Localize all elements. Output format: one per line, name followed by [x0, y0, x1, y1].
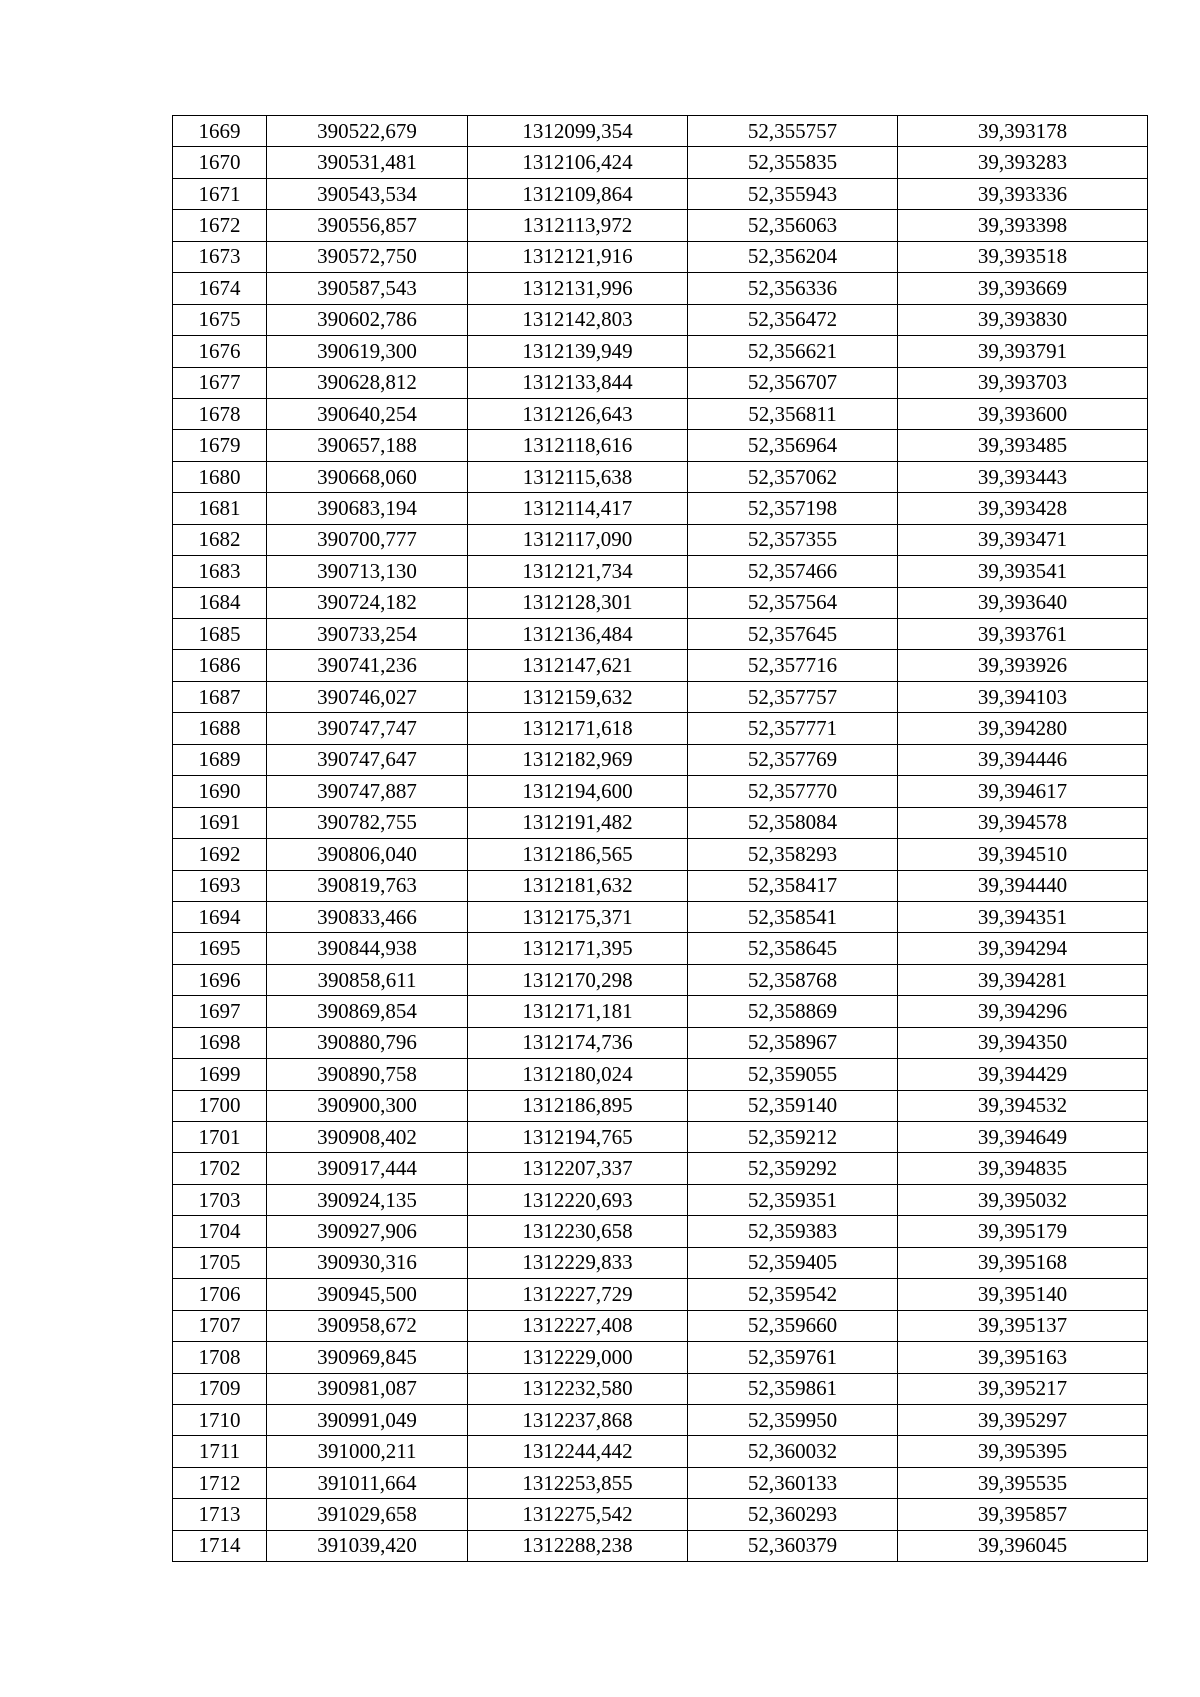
coord-y-cell: 1312147,621 — [468, 650, 688, 681]
table-row — [173, 1122, 1148, 1153]
latitude-cell: 52,356811 — [688, 398, 898, 429]
latitude-cell: 52,359660 — [688, 1310, 898, 1341]
latitude-cell: 52,358417 — [688, 870, 898, 901]
coord-x-cell: 390543,534 — [267, 178, 468, 209]
table-row — [173, 839, 1148, 870]
table-row — [173, 744, 1148, 775]
point-number-cell: 1705 — [173, 1247, 267, 1278]
coord-x-cell: 391000,211 — [267, 1436, 468, 1467]
longitude-cell: 39,393443 — [898, 461, 1148, 492]
coord-x-cell: 390924,135 — [267, 1184, 468, 1215]
longitude-cell: 39,394103 — [898, 681, 1148, 712]
latitude-cell: 52,356621 — [688, 336, 898, 367]
coord-y-cell: 1312109,864 — [468, 178, 688, 209]
latitude-cell: 52,359351 — [688, 1184, 898, 1215]
coord-x-cell: 390628,812 — [267, 367, 468, 398]
coord-x-cell: 390747,887 — [267, 776, 468, 807]
coord-x-cell: 390819,763 — [267, 870, 468, 901]
longitude-cell: 39,393791 — [898, 336, 1148, 367]
table-row — [173, 1499, 1148, 1530]
point-number-cell: 1669 — [173, 116, 267, 147]
table-row — [173, 1279, 1148, 1310]
latitude-cell: 52,359405 — [688, 1247, 898, 1278]
longitude-cell: 39,393398 — [898, 210, 1148, 241]
table-row — [173, 1373, 1148, 1404]
coord-y-cell: 1312113,972 — [468, 210, 688, 241]
table-row — [173, 210, 1148, 241]
coord-y-cell: 1312182,969 — [468, 744, 688, 775]
coord-x-cell: 390746,027 — [267, 681, 468, 712]
coord-y-cell: 1312131,996 — [468, 273, 688, 304]
coord-y-cell: 1312288,238 — [468, 1530, 688, 1561]
coord-y-cell: 1312194,600 — [468, 776, 688, 807]
coordinates-table — [172, 115, 1148, 1562]
coord-x-cell: 390869,854 — [267, 996, 468, 1027]
coord-y-cell: 1312253,855 — [468, 1467, 688, 1498]
point-number-cell: 1693 — [173, 870, 267, 901]
coord-x-cell: 391011,664 — [267, 1467, 468, 1498]
latitude-cell: 52,356336 — [688, 273, 898, 304]
coord-y-cell: 1312207,337 — [468, 1153, 688, 1184]
point-number-cell: 1714 — [173, 1530, 267, 1561]
coord-x-cell: 390981,087 — [267, 1373, 468, 1404]
coord-y-cell: 1312142,803 — [468, 304, 688, 335]
coord-y-cell: 1312171,395 — [468, 933, 688, 964]
coord-x-cell: 390741,236 — [267, 650, 468, 681]
table-row — [173, 178, 1148, 209]
coord-x-cell: 390833,466 — [267, 901, 468, 932]
coord-y-cell: 1312121,916 — [468, 241, 688, 272]
longitude-cell: 39,395137 — [898, 1310, 1148, 1341]
longitude-cell: 39,393703 — [898, 367, 1148, 398]
longitude-cell: 39,393283 — [898, 147, 1148, 178]
coord-y-cell: 1312232,580 — [468, 1373, 688, 1404]
longitude-cell: 39,394351 — [898, 901, 1148, 932]
table-row — [173, 1247, 1148, 1278]
table-row — [173, 681, 1148, 712]
point-number-cell: 1674 — [173, 273, 267, 304]
longitude-cell: 39,394649 — [898, 1122, 1148, 1153]
coord-x-cell: 390640,254 — [267, 398, 468, 429]
latitude-cell: 52,358293 — [688, 839, 898, 870]
coord-x-cell: 390522,679 — [267, 116, 468, 147]
table-row — [173, 1310, 1148, 1341]
coord-x-cell: 390657,188 — [267, 430, 468, 461]
table-row — [173, 336, 1148, 367]
longitude-cell: 39,393926 — [898, 650, 1148, 681]
latitude-cell: 52,358541 — [688, 901, 898, 932]
coord-x-cell: 390900,300 — [267, 1090, 468, 1121]
coordinates-table-body — [173, 116, 1148, 1562]
longitude-cell: 39,395297 — [898, 1404, 1148, 1435]
point-number-cell: 1701 — [173, 1122, 267, 1153]
table-row — [173, 556, 1148, 587]
latitude-cell: 52,359383 — [688, 1216, 898, 1247]
point-number-cell: 1694 — [173, 901, 267, 932]
latitude-cell: 52,357769 — [688, 744, 898, 775]
latitude-cell: 52,360032 — [688, 1436, 898, 1467]
longitude-cell: 39,395032 — [898, 1184, 1148, 1215]
longitude-cell: 39,394280 — [898, 713, 1148, 744]
longitude-cell: 39,393485 — [898, 430, 1148, 461]
table-row — [173, 964, 1148, 995]
coord-x-cell: 391039,420 — [267, 1530, 468, 1561]
coord-x-cell: 390969,845 — [267, 1342, 468, 1373]
table-row — [173, 147, 1148, 178]
longitude-cell: 39,395163 — [898, 1342, 1148, 1373]
longitude-cell: 39,393471 — [898, 524, 1148, 555]
point-number-cell: 1709 — [173, 1373, 267, 1404]
coord-y-cell: 1312244,442 — [468, 1436, 688, 1467]
latitude-cell: 52,359292 — [688, 1153, 898, 1184]
coord-y-cell: 1312186,565 — [468, 839, 688, 870]
table-row — [173, 1059, 1148, 1090]
longitude-cell: 39,394532 — [898, 1090, 1148, 1121]
point-number-cell: 1671 — [173, 178, 267, 209]
table-row — [173, 1342, 1148, 1373]
latitude-cell: 52,359055 — [688, 1059, 898, 1090]
coord-y-cell: 1312180,024 — [468, 1059, 688, 1090]
longitude-cell: 39,393178 — [898, 116, 1148, 147]
point-number-cell: 1702 — [173, 1153, 267, 1184]
latitude-cell: 52,360293 — [688, 1499, 898, 1530]
table-row — [173, 650, 1148, 681]
table-row — [173, 304, 1148, 335]
coord-x-cell: 390858,611 — [267, 964, 468, 995]
longitude-cell: 39,396045 — [898, 1530, 1148, 1561]
point-number-cell: 1698 — [173, 1027, 267, 1058]
table-row — [173, 430, 1148, 461]
latitude-cell: 52,359212 — [688, 1122, 898, 1153]
coord-x-cell: 391029,658 — [267, 1499, 468, 1530]
coord-x-cell: 390668,060 — [267, 461, 468, 492]
coord-y-cell: 1312229,000 — [468, 1342, 688, 1373]
latitude-cell: 52,357770 — [688, 776, 898, 807]
latitude-cell: 52,355835 — [688, 147, 898, 178]
coord-x-cell: 390917,444 — [267, 1153, 468, 1184]
longitude-cell: 39,395395 — [898, 1436, 1148, 1467]
coord-x-cell: 390683,194 — [267, 493, 468, 524]
longitude-cell: 39,395535 — [898, 1467, 1148, 1498]
coord-x-cell: 390890,758 — [267, 1059, 468, 1090]
coord-y-cell: 1312275,542 — [468, 1499, 688, 1530]
longitude-cell: 39,394446 — [898, 744, 1148, 775]
coord-x-cell: 390927,906 — [267, 1216, 468, 1247]
point-number-cell: 1697 — [173, 996, 267, 1027]
coord-x-cell: 390747,647 — [267, 744, 468, 775]
coord-y-cell: 1312159,632 — [468, 681, 688, 712]
latitude-cell: 52,359861 — [688, 1373, 898, 1404]
latitude-cell: 52,358645 — [688, 933, 898, 964]
coord-x-cell: 390844,938 — [267, 933, 468, 964]
longitude-cell: 39,395857 — [898, 1499, 1148, 1530]
coord-y-cell: 1312181,632 — [468, 870, 688, 901]
table-row — [173, 1530, 1148, 1561]
latitude-cell: 52,357564 — [688, 587, 898, 618]
latitude-cell: 52,357062 — [688, 461, 898, 492]
coord-y-cell: 1312171,181 — [468, 996, 688, 1027]
coord-x-cell: 390958,672 — [267, 1310, 468, 1341]
table-row — [173, 587, 1148, 618]
point-number-cell: 1689 — [173, 744, 267, 775]
point-number-cell: 1691 — [173, 807, 267, 838]
latitude-cell: 52,359140 — [688, 1090, 898, 1121]
latitude-cell: 52,357757 — [688, 681, 898, 712]
coord-x-cell: 390587,543 — [267, 273, 468, 304]
point-number-cell: 1711 — [173, 1436, 267, 1467]
longitude-cell: 39,394578 — [898, 807, 1148, 838]
coord-x-cell: 390782,755 — [267, 807, 468, 838]
point-number-cell: 1696 — [173, 964, 267, 995]
coord-x-cell: 390806,040 — [267, 839, 468, 870]
coord-x-cell: 390713,130 — [267, 556, 468, 587]
table-row — [173, 807, 1148, 838]
coord-x-cell: 390908,402 — [267, 1122, 468, 1153]
latitude-cell: 52,357716 — [688, 650, 898, 681]
longitude-cell: 39,393761 — [898, 619, 1148, 650]
point-number-cell: 1707 — [173, 1310, 267, 1341]
latitude-cell: 52,356063 — [688, 210, 898, 241]
coord-x-cell: 390619,300 — [267, 336, 468, 367]
coord-x-cell: 390724,182 — [267, 587, 468, 618]
table-row — [173, 524, 1148, 555]
longitude-cell: 39,393541 — [898, 556, 1148, 587]
table-row — [173, 367, 1148, 398]
longitude-cell: 39,394281 — [898, 964, 1148, 995]
point-number-cell: 1675 — [173, 304, 267, 335]
point-number-cell: 1706 — [173, 1279, 267, 1310]
coord-y-cell: 1312186,895 — [468, 1090, 688, 1121]
table-row — [173, 241, 1148, 272]
table-row — [173, 461, 1148, 492]
latitude-cell: 52,355757 — [688, 116, 898, 147]
longitude-cell: 39,395168 — [898, 1247, 1148, 1278]
table-row — [173, 901, 1148, 932]
coord-y-cell: 1312171,618 — [468, 713, 688, 744]
coord-y-cell: 1312126,643 — [468, 398, 688, 429]
table-row — [173, 273, 1148, 304]
latitude-cell: 52,356964 — [688, 430, 898, 461]
coord-y-cell: 1312114,417 — [468, 493, 688, 524]
longitude-cell: 39,394296 — [898, 996, 1148, 1027]
latitude-cell: 52,358869 — [688, 996, 898, 1027]
coord-y-cell: 1312174,736 — [468, 1027, 688, 1058]
point-number-cell: 1695 — [173, 933, 267, 964]
coord-y-cell: 1312194,765 — [468, 1122, 688, 1153]
coord-y-cell: 1312136,484 — [468, 619, 688, 650]
coord-y-cell: 1312237,868 — [468, 1404, 688, 1435]
point-number-cell: 1670 — [173, 147, 267, 178]
latitude-cell: 52,360133 — [688, 1467, 898, 1498]
longitude-cell: 39,394440 — [898, 870, 1148, 901]
coord-y-cell: 1312106,424 — [468, 147, 688, 178]
longitude-cell: 39,395217 — [898, 1373, 1148, 1404]
coord-y-cell: 1312227,408 — [468, 1310, 688, 1341]
point-number-cell: 1681 — [173, 493, 267, 524]
point-number-cell: 1710 — [173, 1404, 267, 1435]
longitude-cell: 39,394294 — [898, 933, 1148, 964]
latitude-cell: 52,358768 — [688, 964, 898, 995]
point-number-cell: 1686 — [173, 650, 267, 681]
point-number-cell: 1700 — [173, 1090, 267, 1121]
latitude-cell: 52,357198 — [688, 493, 898, 524]
coord-y-cell: 1312191,482 — [468, 807, 688, 838]
longitude-cell: 39,393336 — [898, 178, 1148, 209]
coord-y-cell: 1312117,090 — [468, 524, 688, 555]
point-number-cell: 1684 — [173, 587, 267, 618]
point-number-cell: 1687 — [173, 681, 267, 712]
table-row — [173, 1184, 1148, 1215]
point-number-cell: 1680 — [173, 461, 267, 492]
latitude-cell: 52,355943 — [688, 178, 898, 209]
coord-x-cell: 390531,481 — [267, 147, 468, 178]
coord-x-cell: 390880,796 — [267, 1027, 468, 1058]
coord-x-cell: 390733,254 — [267, 619, 468, 650]
point-number-cell: 1683 — [173, 556, 267, 587]
table-row — [173, 1153, 1148, 1184]
table-row — [173, 776, 1148, 807]
latitude-cell: 52,357771 — [688, 713, 898, 744]
table-row — [173, 1090, 1148, 1121]
point-number-cell: 1692 — [173, 839, 267, 870]
coord-y-cell: 1312139,949 — [468, 336, 688, 367]
coord-x-cell: 390930,316 — [267, 1247, 468, 1278]
point-number-cell: 1682 — [173, 524, 267, 555]
table-row — [173, 1436, 1148, 1467]
longitude-cell: 39,394617 — [898, 776, 1148, 807]
longitude-cell: 39,393600 — [898, 398, 1148, 429]
longitude-cell: 39,393669 — [898, 273, 1148, 304]
latitude-cell: 52,357645 — [688, 619, 898, 650]
point-number-cell: 1699 — [173, 1059, 267, 1090]
coord-x-cell: 390700,777 — [267, 524, 468, 555]
coord-y-cell: 1312133,844 — [468, 367, 688, 398]
table-row — [173, 619, 1148, 650]
table-row — [173, 1027, 1148, 1058]
latitude-cell: 52,356472 — [688, 304, 898, 335]
coord-y-cell: 1312230,658 — [468, 1216, 688, 1247]
longitude-cell: 39,393518 — [898, 241, 1148, 272]
point-number-cell: 1685 — [173, 619, 267, 650]
coord-y-cell: 1312128,301 — [468, 587, 688, 618]
table-row — [173, 1404, 1148, 1435]
coord-y-cell: 1312121,734 — [468, 556, 688, 587]
point-number-cell: 1704 — [173, 1216, 267, 1247]
point-number-cell: 1690 — [173, 776, 267, 807]
table-row — [173, 116, 1148, 147]
latitude-cell: 52,356707 — [688, 367, 898, 398]
coord-y-cell: 1312227,729 — [468, 1279, 688, 1310]
latitude-cell: 52,357466 — [688, 556, 898, 587]
latitude-cell: 52,358084 — [688, 807, 898, 838]
point-number-cell: 1673 — [173, 241, 267, 272]
latitude-cell: 52,359950 — [688, 1404, 898, 1435]
coord-y-cell: 1312099,354 — [468, 116, 688, 147]
coord-y-cell: 1312175,371 — [468, 901, 688, 932]
point-number-cell: 1713 — [173, 1499, 267, 1530]
point-number-cell: 1712 — [173, 1467, 267, 1498]
longitude-cell: 39,394350 — [898, 1027, 1148, 1058]
point-number-cell: 1688 — [173, 713, 267, 744]
latitude-cell: 52,360379 — [688, 1530, 898, 1561]
table-row — [173, 713, 1148, 744]
longitude-cell: 39,393428 — [898, 493, 1148, 524]
latitude-cell: 52,358967 — [688, 1027, 898, 1058]
table-row — [173, 493, 1148, 524]
coord-y-cell: 1312118,616 — [468, 430, 688, 461]
point-number-cell: 1677 — [173, 367, 267, 398]
point-number-cell: 1708 — [173, 1342, 267, 1373]
longitude-cell: 39,393830 — [898, 304, 1148, 335]
latitude-cell: 52,359542 — [688, 1279, 898, 1310]
longitude-cell: 39,394429 — [898, 1059, 1148, 1090]
longitude-cell: 39,393640 — [898, 587, 1148, 618]
table-row — [173, 870, 1148, 901]
point-number-cell: 1676 — [173, 336, 267, 367]
table-row — [173, 398, 1148, 429]
coord-x-cell: 390747,747 — [267, 713, 468, 744]
point-number-cell: 1672 — [173, 210, 267, 241]
point-number-cell: 1703 — [173, 1184, 267, 1215]
point-number-cell: 1678 — [173, 398, 267, 429]
table-row — [173, 1216, 1148, 1247]
table-row — [173, 996, 1148, 1027]
coord-x-cell: 390945,500 — [267, 1279, 468, 1310]
coord-x-cell: 390556,857 — [267, 210, 468, 241]
longitude-cell: 39,395179 — [898, 1216, 1148, 1247]
table-row — [173, 1467, 1148, 1498]
coord-y-cell: 1312170,298 — [468, 964, 688, 995]
coord-y-cell: 1312115,638 — [468, 461, 688, 492]
coord-x-cell: 390991,049 — [267, 1404, 468, 1435]
table-row — [173, 933, 1148, 964]
coord-y-cell: 1312229,833 — [468, 1247, 688, 1278]
longitude-cell: 39,395140 — [898, 1279, 1148, 1310]
longitude-cell: 39,394835 — [898, 1153, 1148, 1184]
latitude-cell: 52,357355 — [688, 524, 898, 555]
latitude-cell: 52,359761 — [688, 1342, 898, 1373]
coord-x-cell: 390602,786 — [267, 304, 468, 335]
coord-x-cell: 390572,750 — [267, 241, 468, 272]
coord-y-cell: 1312220,693 — [468, 1184, 688, 1215]
point-number-cell: 1679 — [173, 430, 267, 461]
longitude-cell: 39,394510 — [898, 839, 1148, 870]
latitude-cell: 52,356204 — [688, 241, 898, 272]
